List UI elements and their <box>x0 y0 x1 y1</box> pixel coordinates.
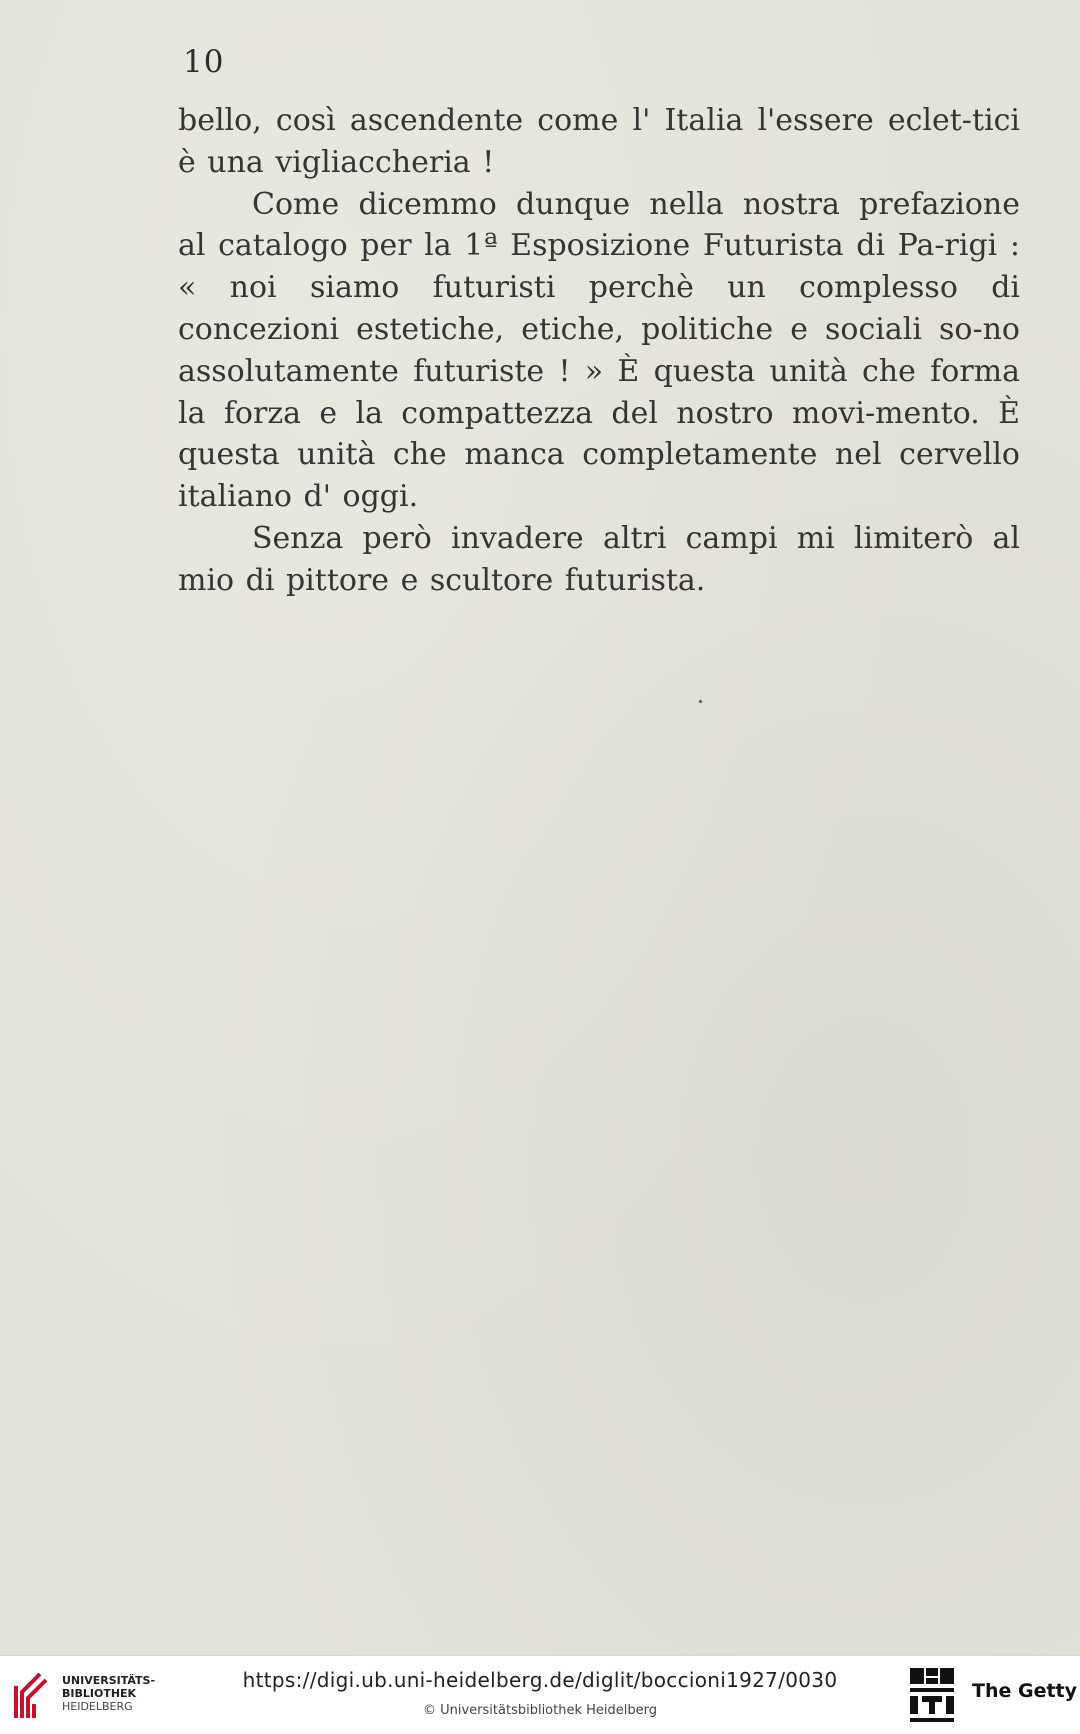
library-name-line-3: HEIDELBERG <box>62 1700 133 1713</box>
paragraph-2: Come dicemmo dunque nella nostra prefazione al catalogo per la 1ª Esposizione Futurista di Pa-rigi : « noi siamo futuristi perchè un complesso di concezioni estetiche, etiche, politiche e sociali so-no assolutamente futuriste ! » È questa unità che forma la forza e la compattezza del nostro movi-mento. È questa unità che manca completamente nel cervello italiano d' oggi. <box>178 186 1020 515</box>
page-number: 10 <box>183 44 225 80</box>
viewer-footer <box>0 1655 1080 1734</box>
paragraph-3: Senza però invadere altri campi mi limiterò al mio di pittore e scultore futurista. <box>178 520 1020 598</box>
getty-logo-icon[interactable] <box>908 1666 956 1726</box>
ink-speck <box>699 700 702 703</box>
body-text <box>178 100 1020 602</box>
getty-label[interactable]: The Getty <box>972 1680 1078 1702</box>
copyright-notice: © Universitätsbibliothek Heidelberg <box>422 1703 657 1718</box>
library-name-line-1: UNIVERSITÄTS- <box>62 1674 156 1687</box>
paragraph-1: bello, così ascendente come l' Italia l'essere eclet-tici è una vigliaccheria ! <box>178 103 1020 180</box>
library-name-line-2: BIBLIOTHEK <box>62 1687 137 1700</box>
permalink-url[interactable]: https://digi.ub.uni-heidelberg.de/diglit/boccioni1927/0030 <box>242 1668 838 1692</box>
